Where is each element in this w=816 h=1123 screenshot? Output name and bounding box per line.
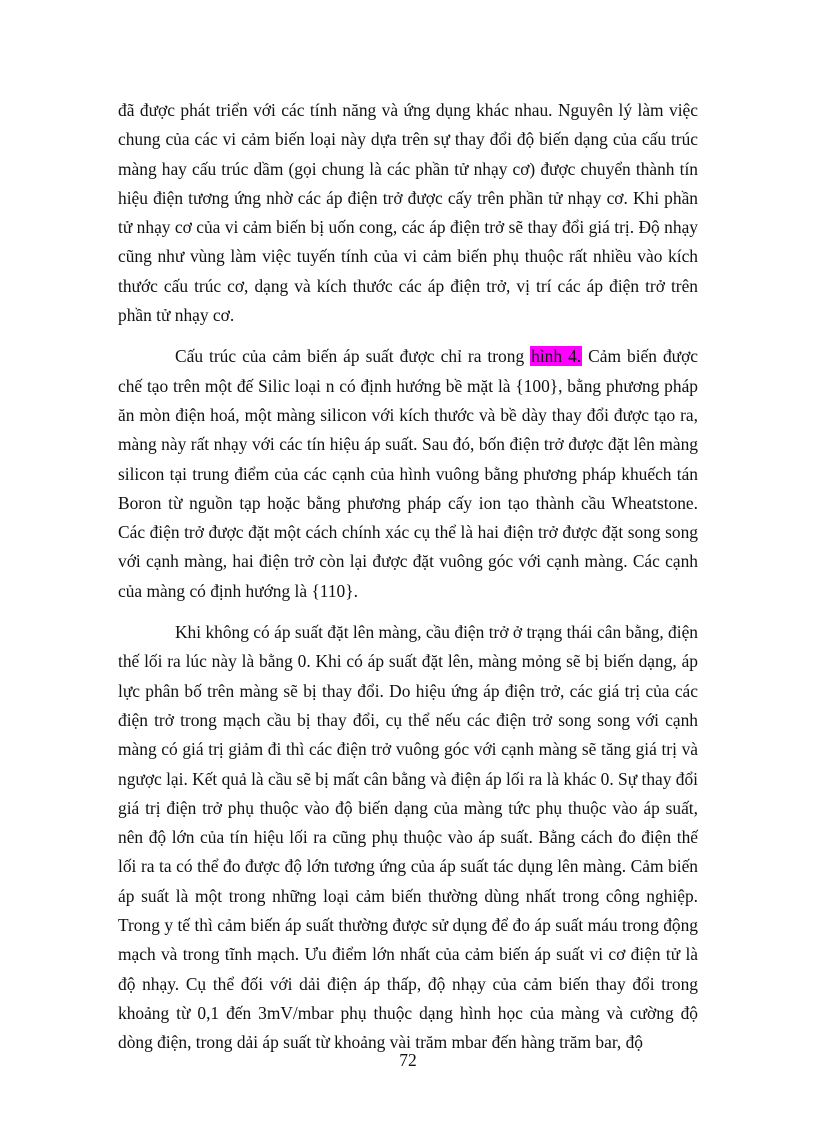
paragraph-structure — [118, 342, 698, 606]
figure-reference-highlight: hình 4. — [531, 346, 582, 367]
page-number: 72 — [399, 1050, 417, 1070]
paragraph-structure-rest: Cảm biến được chế tạo trên một đế Silic loại n có định hướng bề mặt là {100}, bằng phương pháp ăn mòn điện hoá, một màng silicon với kích thước và bề dày thay đổi được tạo ra, màng này rất nhạy với các tín hiệu áp suất. Sau đó, bốn điện trở được đặt lên màng silicon tại trung điểm của các cạnh của hình vuông bằng phương pháp khuếch tán Boron từ nguồn tạp hoặc bằng phương pháp cấy ion tạo thành cầu Wheatstone. Các điện trở được đặt một cách chính xác cụ thể là hai điện trở được đặt song song với cạnh màng, hai điện trở còn lại được đặt vuông góc với cạnh màng. Các cạnh của màng có định hướng là {110}. — [118, 346, 698, 601]
paragraph-structure-lead: Cấu trúc của cảm biến áp suất được chỉ ra trong — [175, 346, 531, 367]
paragraph-continuation: đã được phát triển với các tính năng và ứng dụng khác nhau. Nguyên lý làm việc chung của các vi cảm biến loại này dựa trên sự thay đổi độ biến dạng của cấu trúc màng hay cấu trúc dầm (gọi chung là các phần tử nhạy cơ) được chuyển thành tín hiệu điện tương ứng nhờ các áp điện trở được cấy trên phần tử nhạy cơ. Khi phần tử nhạy cơ của vi cảm biến bị uốn cong, các áp điện trở sẽ thay đổi giá trị. Độ nhạy cũng như vùng làm việc tuyến tính của vi cảm biến phụ thuộc rất nhiều vào kích thước cấu trúc cơ, dạng và kích thước các áp điện trở, vị trí các áp điện trở trên phần tử nhạy cơ. — [118, 100, 698, 326]
body-text — [118, 96, 698, 1058]
paragraph-operation: Khi không có áp suất đặt lên màng, cầu điện trở ở trạng thái cân bằng, điện thế lối ra lúc này là bằng 0. Khi có áp suất đặt lên, màng mỏng sẽ bị biến dạng, áp lực phân bố trên màng sẽ bị thay đổi. Do hiệu ứng áp điện trở, các giá trị của các điện trở trong mạch cầu bị thay đổi, cụ thể nếu các điện trở song song với cạnh màng có giá trị giảm đi thì các điện trở vuông góc với cạnh màng sẽ tăng giá trị và ngược lại. Kết quả là cầu sẽ bị mất cân bằng và điện áp lối ra là khác 0. Sự thay đổi giá trị điện trở phụ thuộc vào độ biến dạng của màng tức phụ thuộc vào áp suất, nên độ lớn của tín hiệu lối ra cũng phụ thuộc vào áp suất. Bằng cách đo điện thế lối ra ta có thể đo được độ lớn tương ứng của áp suất tác dụng lên màng. Cảm biến áp suất là một trong những loại cảm biến thường dùng nhất trong công nghiệp. Trong y tế thì cảm biến áp suất thường được sử dụng để đo áp suất máu trong động mạch và trong tĩnh mạch. Ưu điểm lớn nhất của cảm biến áp suất vi cơ điện tử là độ nhạy. Cụ thể đối với dải điện áp thấp, độ nhạy của cảm biến thay đổi trong khoảng từ 0,1 đến 3mV/mbar phụ thuộc dạng hình học của màng và cường độ dòng điện, trong dải áp suất từ khoảng vài trăm mbar đến hàng trăm bar, độ — [118, 622, 699, 1053]
